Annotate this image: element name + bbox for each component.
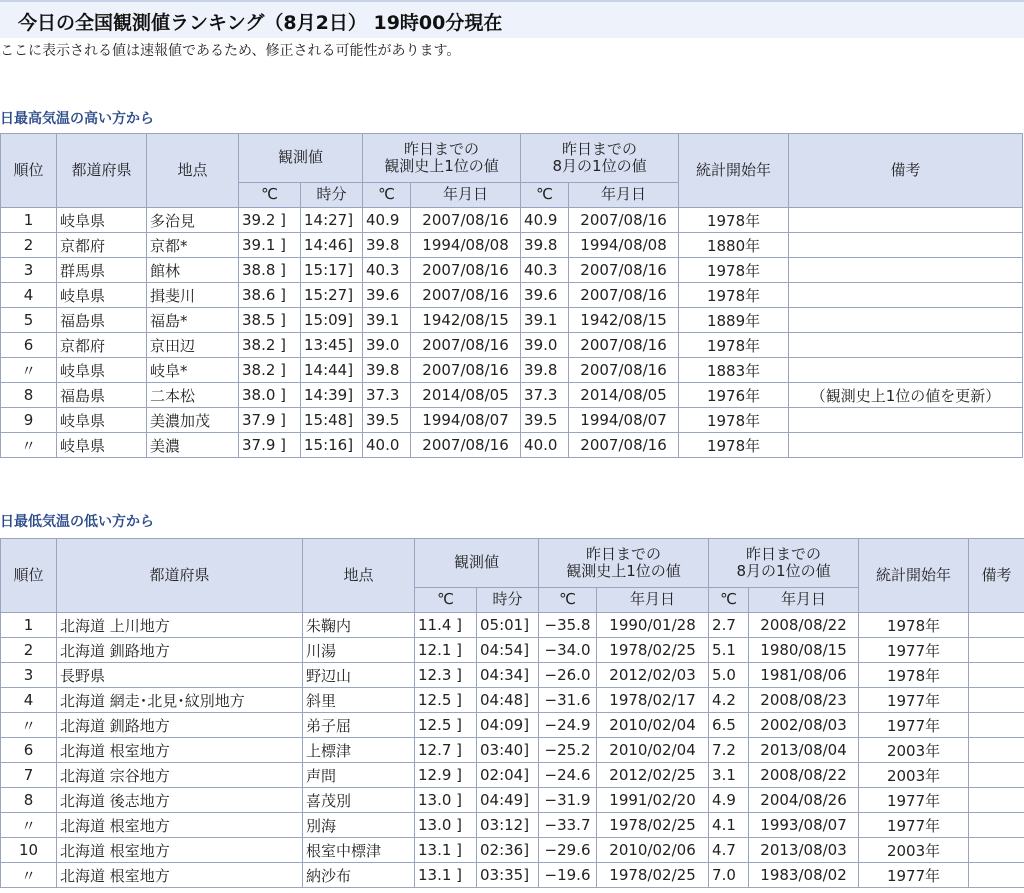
header-remarks: 備考 — [969, 539, 1024, 613]
alltime-temp-cell: 39.6 — [363, 283, 411, 308]
august-date-cell: 2008/08/22 — [749, 613, 859, 638]
header-prefecture: 都道府県 — [57, 134, 147, 208]
remark-cell: （観測史上1位の値を更新） — [789, 383, 1023, 408]
place-cell: 福島* — [147, 308, 239, 333]
august-temp-cell: 2.7 — [709, 613, 749, 638]
remark-cell — [969, 863, 1024, 888]
remark-cell — [789, 433, 1023, 458]
prefecture-cell: 北海道 根室地方 — [57, 838, 303, 863]
alltime-date-cell: 2010/02/04 — [597, 738, 709, 763]
low-temp-table — [0, 538, 1024, 888]
alltime-temp-cell: 39.0 — [363, 333, 411, 358]
table-row — [1, 433, 1023, 458]
alltime-date-cell: 2014/08/05 — [411, 383, 521, 408]
observed-time-cell: 04:48] — [477, 688, 539, 713]
place-cell: 納沙布 — [303, 863, 415, 888]
remark-cell — [789, 308, 1023, 333]
august-date-cell: 2007/08/16 — [569, 433, 679, 458]
table-row — [1, 713, 1024, 738]
alltime-date-cell: 2007/08/16 — [411, 333, 521, 358]
place-cell: 朱鞠内 — [303, 613, 415, 638]
alltime-temp-cell: −31.6 — [539, 688, 597, 713]
preliminary-note: ここに表示される値は速報値であるため、修正される可能性があります。 — [0, 43, 461, 59]
alltime-temp-cell: −24.6 — [539, 763, 597, 788]
header-place: 地点 — [147, 134, 239, 208]
august-temp-cell: 37.3 — [521, 383, 569, 408]
place-cell: 斜里 — [303, 688, 415, 713]
observed-temp-cell: 38.2 ] — [239, 333, 301, 358]
august-date-cell: 1994/08/08 — [569, 233, 679, 258]
alltime-date-cell: 2012/02/25 — [597, 763, 709, 788]
observed-time-cell: 14:27] — [301, 208, 363, 233]
subheader-time: 時分 — [477, 588, 539, 613]
prefecture-cell: 北海道 根室地方 — [57, 863, 303, 888]
header-observed: 観測値 — [415, 539, 539, 588]
august-temp-cell: 40.9 — [521, 208, 569, 233]
table-row — [1, 838, 1024, 863]
alltime-date-cell: 2010/02/04 — [597, 713, 709, 738]
place-cell: 弟子屈 — [303, 713, 415, 738]
remark-cell — [969, 638, 1024, 663]
alltime-temp-cell: 39.5 — [363, 408, 411, 433]
observed-time-cell: 14:39] — [301, 383, 363, 408]
subheader-date: 年月日 — [597, 588, 709, 613]
header-record-august: 昨日までの 8月の1位の値 — [709, 539, 859, 588]
place-cell: 上標津 — [303, 738, 415, 763]
table-row — [1, 383, 1023, 408]
observed-time-cell: 02:04] — [477, 763, 539, 788]
subheader-date: 年月日 — [569, 183, 679, 208]
alltime-date-cell: 2012/02/03 — [597, 663, 709, 688]
header-rank: 順位 — [1, 539, 57, 613]
august-temp-cell: 39.8 — [521, 233, 569, 258]
start-year-cell: 1978年 — [679, 258, 789, 283]
start-year-cell: 1883年 — [679, 358, 789, 383]
prefecture-cell: 北海道 釧路地方 — [57, 713, 303, 738]
remark-cell — [969, 763, 1024, 788]
alltime-temp-cell: 37.3 — [363, 383, 411, 408]
remark-cell — [969, 788, 1024, 813]
observed-temp-cell: 38.8 ] — [239, 258, 301, 283]
table-row — [1, 208, 1023, 233]
august-date-cell: 2007/08/16 — [569, 358, 679, 383]
remark-cell — [789, 233, 1023, 258]
start-year-cell: 1880年 — [679, 233, 789, 258]
observed-temp-cell: 13.0 ] — [415, 788, 477, 813]
place-cell: 二本松 — [147, 383, 239, 408]
observed-time-cell: 02:36] — [477, 838, 539, 863]
start-year-cell: 1977年 — [859, 638, 969, 663]
observed-time-cell: 05:01] — [477, 613, 539, 638]
august-date-cell: 2013/08/04 — [749, 738, 859, 763]
august-temp-cell: 40.3 — [521, 258, 569, 283]
rank-cell: 4 — [1, 283, 57, 308]
subheader-celsius: ℃ — [709, 588, 749, 613]
start-year-cell: 1978年 — [679, 208, 789, 233]
rank-cell: 2 — [1, 233, 57, 258]
subheader-celsius: ℃ — [415, 588, 477, 613]
start-year-cell: 1978年 — [859, 613, 969, 638]
table-row — [1, 813, 1024, 838]
place-cell: 多治見 — [147, 208, 239, 233]
prefecture-cell: 岐阜県 — [57, 283, 147, 308]
alltime-date-cell: 1991/02/20 — [597, 788, 709, 813]
place-cell: 京都* — [147, 233, 239, 258]
observed-temp-cell: 13.0 ] — [415, 813, 477, 838]
table-row — [1, 788, 1024, 813]
prefecture-cell: 京都府 — [57, 333, 147, 358]
alltime-temp-cell: 39.1 — [363, 308, 411, 333]
prefecture-cell: 北海道 上川地方 — [57, 613, 303, 638]
rank-cell: 6 — [1, 738, 57, 763]
alltime-date-cell: 1994/08/08 — [411, 233, 521, 258]
remark-cell — [789, 408, 1023, 433]
observed-temp-cell: 37.9 ] — [239, 433, 301, 458]
alltime-date-cell: 2007/08/16 — [411, 283, 521, 308]
table-row — [1, 688, 1024, 713]
observed-temp-cell: 12.3 ] — [415, 663, 477, 688]
observed-temp-cell: 12.5 ] — [415, 688, 477, 713]
place-cell: 揖斐川 — [147, 283, 239, 308]
table-row — [1, 308, 1023, 333]
prefecture-cell: 福島県 — [57, 383, 147, 408]
alltime-temp-cell: 40.3 — [363, 258, 411, 283]
rank-cell: 〃 — [1, 713, 57, 738]
rank-cell: 〃 — [1, 863, 57, 888]
alltime-date-cell: 1978/02/25 — [597, 863, 709, 888]
rank-cell: 1 — [1, 208, 57, 233]
place-cell: 川湯 — [303, 638, 415, 663]
august-temp-cell: 4.2 — [709, 688, 749, 713]
remark-cell — [969, 613, 1024, 638]
observed-temp-cell: 39.1 ] — [239, 233, 301, 258]
prefecture-cell: 長野県 — [57, 663, 303, 688]
august-temp-cell: 3.1 — [709, 763, 749, 788]
observed-temp-cell: 38.2 ] — [239, 358, 301, 383]
august-date-cell: 2008/08/22 — [749, 763, 859, 788]
observed-temp-cell: 39.2 ] — [239, 208, 301, 233]
alltime-temp-cell: −34.0 — [539, 638, 597, 663]
header-record-alltime: 昨日までの 観測史上1位の値 — [363, 134, 521, 183]
august-temp-cell: 40.0 — [521, 433, 569, 458]
august-temp-cell: 39.5 — [521, 408, 569, 433]
alltime-date-cell: 1990/01/28 — [597, 613, 709, 638]
alltime-temp-cell: −24.9 — [539, 713, 597, 738]
august-date-cell: 2007/08/16 — [569, 333, 679, 358]
table-row — [1, 663, 1024, 688]
alltime-date-cell: 1942/08/15 — [411, 308, 521, 333]
rank-cell: 4 — [1, 688, 57, 713]
remark-cell — [789, 333, 1023, 358]
prefecture-cell: 京都府 — [57, 233, 147, 258]
rank-cell: 〃 — [1, 433, 57, 458]
august-date-cell: 2002/08/03 — [749, 713, 859, 738]
subheader-time: 時分 — [301, 183, 363, 208]
alltime-temp-cell: −31.9 — [539, 788, 597, 813]
observed-time-cell: 04:09] — [477, 713, 539, 738]
table-row — [1, 863, 1024, 888]
august-temp-cell: 39.6 — [521, 283, 569, 308]
alltime-date-cell: 1978/02/25 — [597, 813, 709, 838]
alltime-date-cell: 1994/08/07 — [411, 408, 521, 433]
table-row — [1, 638, 1024, 663]
remark-cell — [789, 358, 1023, 383]
table-row — [1, 283, 1023, 308]
rank-cell: 2 — [1, 638, 57, 663]
observed-temp-cell: 13.1 ] — [415, 863, 477, 888]
title-bar — [0, 0, 1024, 38]
observed-time-cell: 15:17] — [301, 258, 363, 283]
place-cell: 美濃 — [147, 433, 239, 458]
alltime-date-cell: 1978/02/25 — [597, 638, 709, 663]
table-row — [1, 613, 1024, 638]
prefecture-cell: 群馬県 — [57, 258, 147, 283]
alltime-temp-cell: −33.7 — [539, 813, 597, 838]
header-place: 地点 — [303, 539, 415, 613]
alltime-temp-cell: 39.8 — [363, 233, 411, 258]
header-record-august: 昨日までの 8月の1位の値 — [521, 134, 679, 183]
start-year-cell: 1978年 — [679, 408, 789, 433]
august-date-cell: 1993/08/07 — [749, 813, 859, 838]
alltime-temp-cell: 40.9 — [363, 208, 411, 233]
start-year-cell: 2003年 — [859, 738, 969, 763]
place-cell: 根室中標津 — [303, 838, 415, 863]
prefecture-cell: 岐阜県 — [57, 208, 147, 233]
august-temp-cell: 39.1 — [521, 308, 569, 333]
prefecture-cell: 北海道 後志地方 — [57, 788, 303, 813]
subheader-celsius: ℃ — [363, 183, 411, 208]
start-year-cell: 1976年 — [679, 383, 789, 408]
rank-cell: 8 — [1, 383, 57, 408]
august-date-cell: 1994/08/07 — [569, 408, 679, 433]
prefecture-cell: 北海道 根室地方 — [57, 813, 303, 838]
rank-cell: 8 — [1, 788, 57, 813]
august-temp-cell: 7.2 — [709, 738, 749, 763]
start-year-cell: 1889年 — [679, 308, 789, 333]
observed-time-cell: 15:27] — [301, 283, 363, 308]
august-date-cell: 1942/08/15 — [569, 308, 679, 333]
start-year-cell: 1978年 — [679, 333, 789, 358]
header-start-year: 統計開始年 — [859, 539, 969, 613]
place-cell: 岐阜* — [147, 358, 239, 383]
remark-cell — [789, 283, 1023, 308]
alltime-date-cell: 1978/02/17 — [597, 688, 709, 713]
place-cell: 声問 — [303, 763, 415, 788]
observed-time-cell: 04:34] — [477, 663, 539, 688]
alltime-temp-cell: −29.6 — [539, 838, 597, 863]
header-record-alltime: 昨日までの 観測史上1位の値 — [539, 539, 709, 588]
table-row — [1, 358, 1023, 383]
observed-time-cell: 14:46] — [301, 233, 363, 258]
rank-cell: 7 — [1, 763, 57, 788]
observed-time-cell: 03:35] — [477, 863, 539, 888]
observed-temp-cell: 38.5 ] — [239, 308, 301, 333]
high-temp-table — [0, 133, 1023, 458]
observed-time-cell: 03:40] — [477, 738, 539, 763]
remark-cell — [969, 838, 1024, 863]
august-temp-cell: 4.9 — [709, 788, 749, 813]
page-title: 今日の全国観測値ランキング（8月2日） 19時00分現在 — [18, 12, 503, 34]
rank-cell: 5 — [1, 308, 57, 333]
august-temp-cell: 39.8 — [521, 358, 569, 383]
remark-cell — [969, 663, 1024, 688]
august-date-cell: 2007/08/16 — [569, 283, 679, 308]
august-date-cell: 2014/08/05 — [569, 383, 679, 408]
august-date-cell: 1983/08/02 — [749, 863, 859, 888]
place-cell: 喜茂別 — [303, 788, 415, 813]
observed-temp-cell: 38.0 ] — [239, 383, 301, 408]
rank-cell: 〃 — [1, 358, 57, 383]
observed-time-cell: 13:45] — [301, 333, 363, 358]
august-temp-cell: 4.7 — [709, 838, 749, 863]
august-temp-cell: 6.5 — [709, 713, 749, 738]
rank-cell: 3 — [1, 258, 57, 283]
high-temp-caption: 日最高気温の高い方から — [0, 111, 154, 127]
observed-temp-cell: 12.5 ] — [415, 713, 477, 738]
table-row — [1, 408, 1023, 433]
august-date-cell: 2008/08/23 — [749, 688, 859, 713]
alltime-temp-cell: −26.0 — [539, 663, 597, 688]
rank-cell: 6 — [1, 333, 57, 358]
place-cell: 京田辺 — [147, 333, 239, 358]
observed-time-cell: 15:16] — [301, 433, 363, 458]
august-date-cell: 2013/08/03 — [749, 838, 859, 863]
subheader-date: 年月日 — [411, 183, 521, 208]
alltime-date-cell: 2007/08/16 — [411, 433, 521, 458]
header-rank: 順位 — [1, 134, 57, 208]
observed-temp-cell: 12.7 ] — [415, 738, 477, 763]
subheader-date: 年月日 — [749, 588, 859, 613]
observed-temp-cell: 12.1 ] — [415, 638, 477, 663]
start-year-cell: 1978年 — [859, 663, 969, 688]
remark-cell — [969, 688, 1024, 713]
remark-cell — [969, 738, 1024, 763]
alltime-temp-cell: 40.0 — [363, 433, 411, 458]
table-row — [1, 258, 1023, 283]
table-row — [1, 738, 1024, 763]
place-cell: 館林 — [147, 258, 239, 283]
observed-time-cell: 04:54] — [477, 638, 539, 663]
remark-cell — [789, 258, 1023, 283]
observed-temp-cell: 38.6 ] — [239, 283, 301, 308]
table-row — [1, 333, 1023, 358]
alltime-date-cell: 2007/08/16 — [411, 208, 521, 233]
alltime-date-cell: 2010/02/06 — [597, 838, 709, 863]
august-temp-cell: 4.1 — [709, 813, 749, 838]
rank-cell: 9 — [1, 408, 57, 433]
observed-temp-cell: 12.9 ] — [415, 763, 477, 788]
august-temp-cell: 5.0 — [709, 663, 749, 688]
place-cell: 野辺山 — [303, 663, 415, 688]
august-temp-cell: 5.1 — [709, 638, 749, 663]
august-date-cell: 2007/08/16 — [569, 208, 679, 233]
alltime-date-cell: 2007/08/16 — [411, 258, 521, 283]
start-year-cell: 1977年 — [859, 688, 969, 713]
august-temp-cell: 39.0 — [521, 333, 569, 358]
prefecture-cell: 岐阜県 — [57, 433, 147, 458]
table-row — [1, 233, 1023, 258]
august-date-cell: 1980/08/15 — [749, 638, 859, 663]
august-date-cell: 2004/08/26 — [749, 788, 859, 813]
start-year-cell: 1977年 — [859, 863, 969, 888]
august-temp-cell: 7.0 — [709, 863, 749, 888]
start-year-cell: 2003年 — [859, 763, 969, 788]
remark-cell — [969, 713, 1024, 738]
observed-time-cell: 04:49] — [477, 788, 539, 813]
start-year-cell: 1977年 — [859, 813, 969, 838]
subheader-celsius: ℃ — [239, 183, 301, 208]
subheader-celsius: ℃ — [539, 588, 597, 613]
remark-cell — [969, 813, 1024, 838]
observed-temp-cell: 11.4 ] — [415, 613, 477, 638]
start-year-cell: 1977年 — [859, 788, 969, 813]
august-date-cell: 1981/08/06 — [749, 663, 859, 688]
observed-time-cell: 15:09] — [301, 308, 363, 333]
observed-time-cell: 14:44] — [301, 358, 363, 383]
table-row — [1, 763, 1024, 788]
remark-cell — [789, 208, 1023, 233]
alltime-temp-cell: −19.6 — [539, 863, 597, 888]
prefecture-cell: 北海道 根室地方 — [57, 738, 303, 763]
place-cell: 別海 — [303, 813, 415, 838]
rank-cell: 〃 — [1, 813, 57, 838]
rank-cell: 1 — [1, 613, 57, 638]
alltime-temp-cell: 39.8 — [363, 358, 411, 383]
prefecture-cell: 岐阜県 — [57, 358, 147, 383]
prefecture-cell: 北海道 網走･北見･紋別地方 — [57, 688, 303, 713]
rank-cell: 10 — [1, 838, 57, 863]
prefecture-cell: 福島県 — [57, 308, 147, 333]
alltime-temp-cell: −25.2 — [539, 738, 597, 763]
observed-temp-cell: 13.1 ] — [415, 838, 477, 863]
header-prefecture: 都道府県 — [57, 539, 303, 613]
header-remarks: 備考 — [789, 134, 1023, 208]
header-start-year: 統計開始年 — [679, 134, 789, 208]
observed-temp-cell: 37.9 ] — [239, 408, 301, 433]
observed-time-cell: 15:48] — [301, 408, 363, 433]
prefecture-cell: 北海道 釧路地方 — [57, 638, 303, 663]
prefecture-cell: 岐阜県 — [57, 408, 147, 433]
place-cell: 美濃加茂 — [147, 408, 239, 433]
alltime-date-cell: 2007/08/16 — [411, 358, 521, 383]
august-date-cell: 2007/08/16 — [569, 258, 679, 283]
start-year-cell: 1977年 — [859, 713, 969, 738]
observed-time-cell: 03:12] — [477, 813, 539, 838]
start-year-cell: 1978年 — [679, 433, 789, 458]
low-temp-caption: 日最低気温の低い方から — [0, 514, 154, 530]
header-observed: 観測値 — [239, 134, 363, 183]
prefecture-cell: 北海道 宗谷地方 — [57, 763, 303, 788]
start-year-cell: 2003年 — [859, 838, 969, 863]
alltime-temp-cell: −35.8 — [539, 613, 597, 638]
rank-cell: 3 — [1, 663, 57, 688]
subheader-celsius: ℃ — [521, 183, 569, 208]
start-year-cell: 1978年 — [679, 283, 789, 308]
